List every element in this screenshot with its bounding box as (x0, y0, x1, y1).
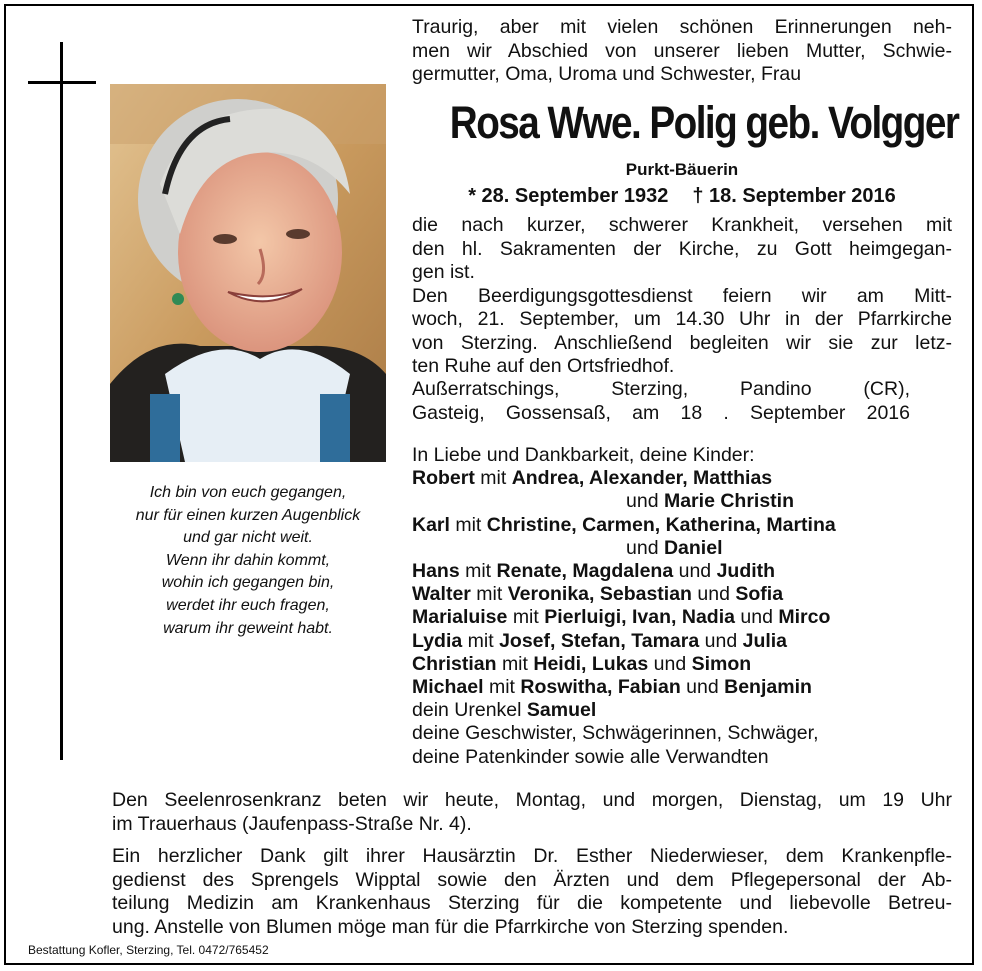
thanks-line: Ein herzlicher Dank gilt ihrer Hausärztin Dr. Esther Niederwieser, dem Krankenpfle- (112, 845, 952, 867)
family-line: deine Patenkinder sowie alle Verwandten (412, 745, 769, 768)
funeral-home-footer: Bestattung Kofler, Sterzing, Tel. 0472/765452 (28, 943, 269, 957)
poem (100, 482, 396, 640)
portrait-photo (110, 84, 386, 462)
family-line: Walter mit Veronika, Sebastian und Sofia (412, 583, 784, 606)
family-line: Michael mit Roswitha, Fabian und Benjamin (412, 676, 812, 699)
family-line: Hans mit Renate, Magdalena und Judith (412, 560, 776, 583)
places-line: Gasteig, Gossensaß, am 18 . September 2016 (412, 401, 910, 424)
family-line: Karl mit Christine, Carmen, Katherina, Martina (412, 513, 836, 536)
occupation: Purkt-Bäuerin (625, 160, 739, 179)
poem-line: Wenn ihr dahin kommt, (165, 551, 331, 569)
family-line: deine Geschwister, Schwägerinnen, Schwäger, (412, 722, 819, 745)
passage-line: den hl. Sakramenten der Kirche, zu Gott heimgegan- (412, 237, 952, 260)
funeral-line: ten Ruhe auf den Ortsfriedhof. (412, 355, 675, 377)
thanks-line: ung. Anstelle von Blumen möge man für die Pfarrkirche von Sterzing spenden. (112, 915, 789, 938)
intro-line: Traurig, aber mit vielen schönen Erinnerungen neh- (412, 16, 952, 38)
thanks-text (112, 845, 952, 939)
family-line: und Marie Christin (626, 490, 794, 513)
rosary-line: im Trauerhaus (Jaufenpass-Straße Nr. 4). (112, 812, 472, 835)
intro-text (412, 16, 952, 87)
cross-icon-bar (28, 81, 96, 84)
poem-line: warum ihr geweint habt. (163, 619, 333, 637)
family-line: Robert mit Andrea, Alexander, Matthias (412, 467, 773, 490)
birth-date: * 28. September 1932 (468, 185, 669, 207)
children-intro: In Liebe und Dankbarkeit, deine Kinder: (412, 444, 755, 466)
deceased-name: Rosa Wwe. Polig geb. Volgger (449, 97, 959, 148)
rosary-text (112, 789, 952, 836)
death-date: † 18. September 2016 (692, 185, 896, 207)
family-line: Christian mit Heidi, Lukas und Simon (412, 652, 752, 675)
family-line: Marialuise mit Pierluigi, Ivan, Nadia und Mirco (412, 606, 831, 629)
poem-line: Ich bin von euch gegangen, (149, 484, 347, 501)
rosary-line: Den Seelenrosenkranz beten wir heute, Montag, und morgen, Dienstag, um 19 Uhr (112, 789, 952, 811)
family-line: Lydia mit Josef, Stefan, Tamara und Julia (412, 629, 788, 652)
poem-line: nur für einen kurzen Augenblick (135, 506, 361, 524)
thanks-line: teilung Medizin am Krankenhaus Sterzing für die kompetente und liebevolle Betreu- (112, 892, 952, 914)
passage-line: gen ist. (412, 261, 475, 283)
family-line: dein Urenkel Samuel (412, 699, 597, 722)
places-text (412, 378, 952, 425)
life-dates (412, 185, 952, 208)
thanks-line: gedienst des Sprengels Wipptal sowie den Ärzten und dem Pflegepersonal der Ab- (112, 868, 952, 891)
funeral-line: Den Beerdigungsgottesdienst feiern wir am Mitt- (412, 284, 952, 307)
cross-icon (60, 42, 63, 760)
poem-line: und gar nicht weit. (183, 529, 313, 547)
passage-text (412, 214, 952, 379)
passage-line: die nach kurzer, schwerer Krankheit, versehen mit (412, 214, 952, 236)
poem-line: werdet ihr euch fragen, (166, 596, 330, 614)
places-line: Außerratschings, Sterzing, Pandino (CR), (412, 378, 910, 400)
family-line: und Daniel (626, 536, 723, 559)
family-list (412, 444, 952, 769)
intro-line: men wir Abschied von unserer lieben Mutter, Schwie- (412, 39, 952, 62)
poem-line: wohin ich gegangen bin, (161, 574, 335, 592)
intro-line: germutter, Oma, Uroma und Schwester, Frau (412, 63, 802, 85)
funeral-line: von Sterzing. Anschließend begleiten wir sie zur letz- (412, 331, 952, 354)
funeral-line: woch, 21. September, um 14.30 Uhr in der Pfarrkirche (412, 308, 952, 330)
